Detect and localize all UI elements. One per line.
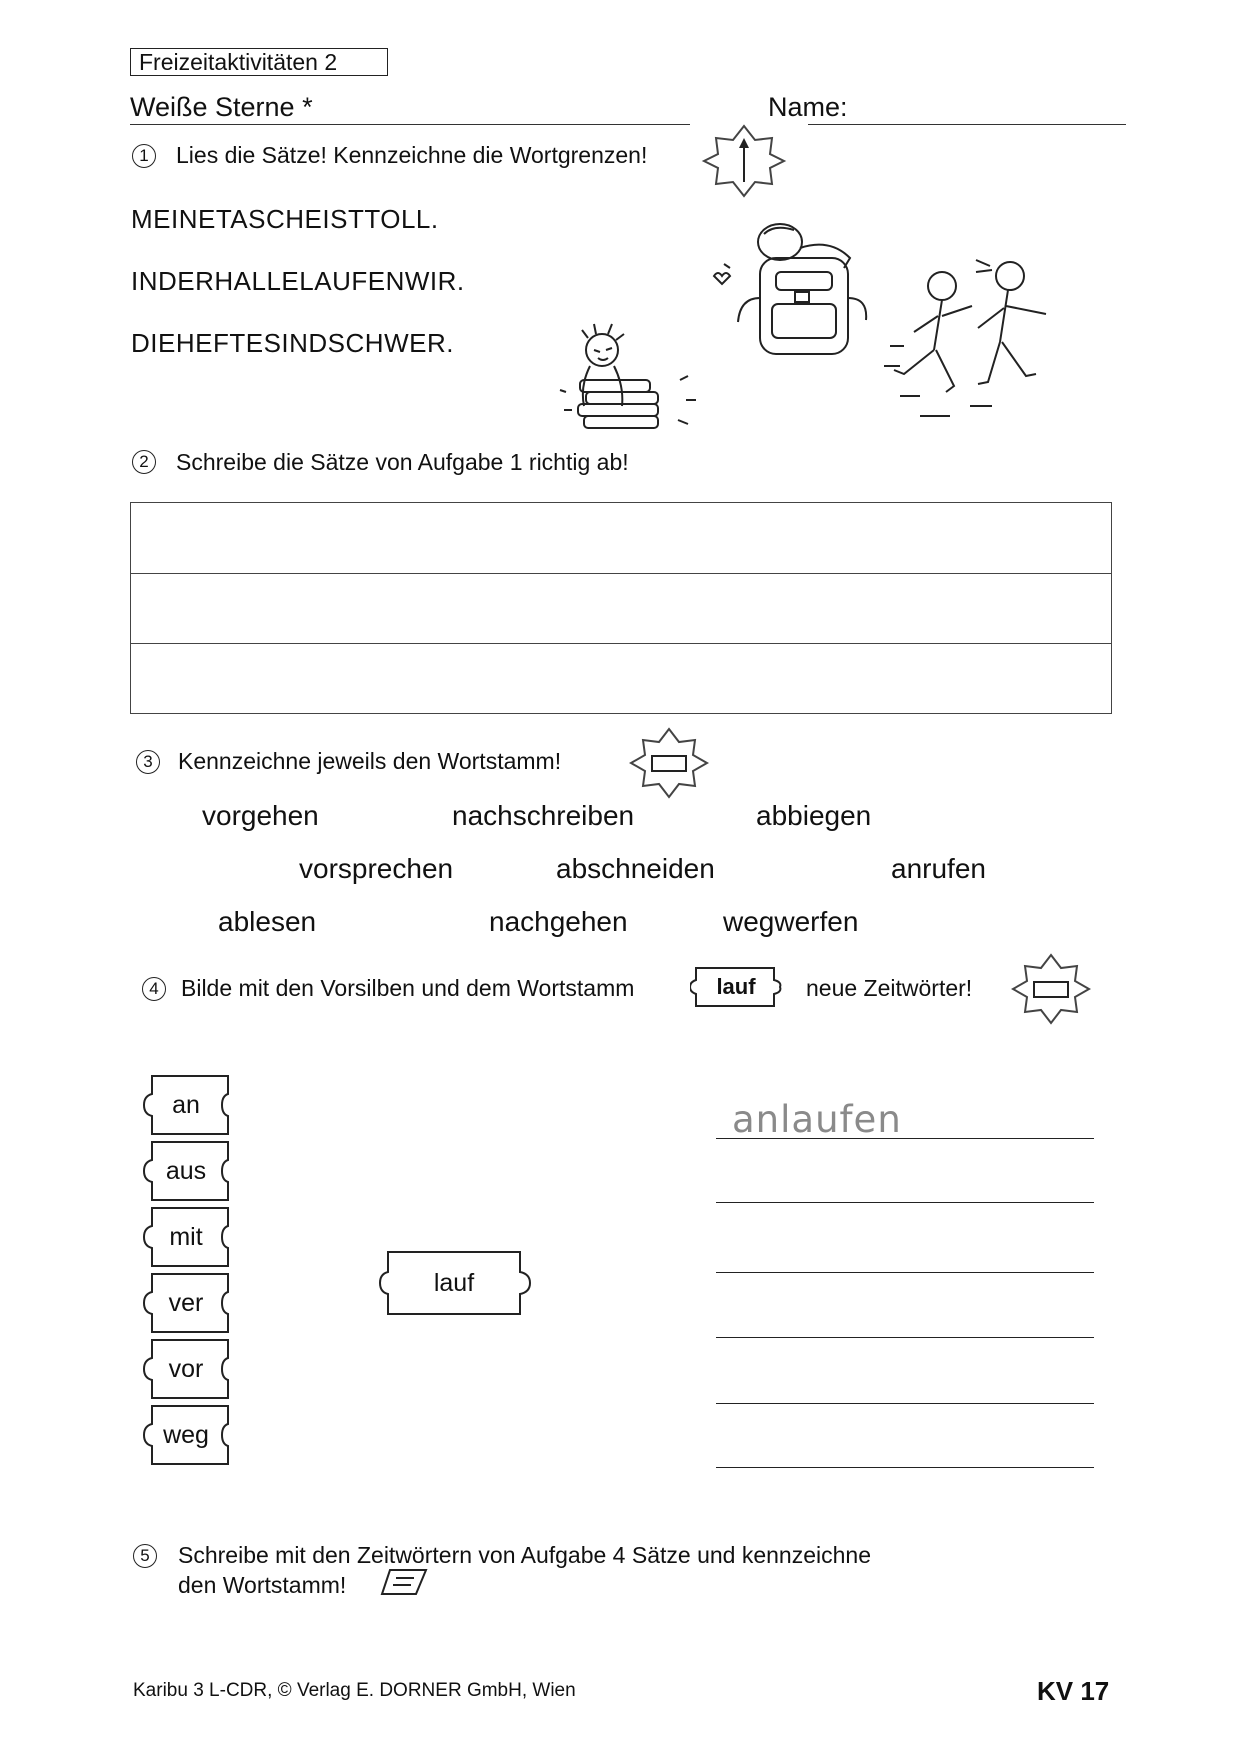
word-item: vorgehen (202, 800, 319, 831)
answer-line[interactable] (716, 1202, 1094, 1203)
footer-copyright: Karibu 3 L-CDR, © Verlag E. DORNER GmbH, Wien (133, 1680, 576, 1701)
prefix-label: mit (169, 1222, 203, 1251)
word-item: nachschreiben (452, 800, 635, 831)
prefix-label: ver (168, 1288, 204, 1317)
sheet-id: KV 17 (1037, 1676, 1110, 1706)
task-number: 3 (136, 750, 160, 774)
children-running-illustration (880, 256, 1066, 428)
task2-instruction: Schreibe die Sätze von Aufgabe 1 richtig ab! (176, 449, 629, 475)
topic-box: Freizeitaktivitäten 2 (130, 48, 388, 76)
sentence-3: DIEHEFTESINDSCHWER. (131, 328, 454, 358)
task-number: 5 (133, 1544, 157, 1568)
title-underline (130, 124, 690, 125)
stem-label: lauf (433, 1268, 475, 1297)
worksheet-title: Weiße Sterne * (130, 92, 313, 122)
answer-line[interactable] (716, 1272, 1094, 1273)
task5-instruction-line1: Schreibe mit den Zeitwörtern von Aufgabe 4 Sätze und kennzeichne (178, 1542, 871, 1568)
example-answer: anlaufen (732, 1098, 902, 1141)
word-item: nachgehen (489, 906, 628, 937)
name-input-line[interactable] (808, 124, 1126, 125)
notebook-icon (380, 1568, 428, 1598)
prefix-label: weg (163, 1420, 209, 1449)
prefix-puzzle-piece[interactable] (138, 1272, 234, 1334)
stem-puzzle-piece[interactable] (376, 1248, 532, 1318)
answer-row[interactable] (131, 503, 1111, 573)
task-number: 1 (132, 144, 156, 168)
word-item: abbiegen (756, 800, 872, 831)
word-item: wegwerfen (723, 906, 859, 937)
prefix-puzzle-piece[interactable] (138, 1338, 234, 1400)
task-number: 4 (142, 977, 166, 1001)
star-arrow-icon (694, 122, 794, 200)
stem-inline-label: lauf (716, 974, 756, 999)
task-number: 2 (132, 450, 156, 474)
word-item: ablesen (218, 906, 317, 937)
name-label: Name: (768, 92, 848, 122)
child-with-backpack-illustration (700, 218, 880, 360)
prefix-puzzle-piece[interactable] (138, 1404, 234, 1466)
stem-puzzle-inline (690, 966, 782, 1008)
answer-line[interactable] (716, 1337, 1094, 1338)
prefix-puzzle-piece[interactable] (138, 1074, 234, 1136)
star-box-icon (626, 726, 712, 800)
word-item: anrufen (891, 853, 986, 884)
prefix-puzzle-piece[interactable] (138, 1206, 234, 1268)
word-item: vorsprechen (299, 853, 454, 884)
task4-instruction-start: Bilde mit den Vorsilben und dem Wortstamm (181, 975, 635, 1001)
task5-instruction-line2: den Wortstamm! (178, 1572, 347, 1598)
prefix-label: aus (165, 1156, 207, 1185)
answer-table (130, 502, 1112, 714)
answer-row[interactable] (131, 643, 1111, 713)
prefix-label: an (172, 1090, 200, 1119)
prefix-puzzle-piece[interactable] (138, 1140, 234, 1202)
answer-line[interactable] (716, 1403, 1094, 1404)
star-box-icon (1008, 952, 1094, 1026)
word-item: abschneiden (556, 853, 715, 884)
task1-instruction: Lies die Sätze! Kennzeichne die Wortgrenzen! (176, 142, 648, 168)
answer-line[interactable] (716, 1138, 1094, 1139)
sentence-2: INDERHALLELAUFENWIR. (131, 266, 465, 296)
task3-instruction: Kennzeichne jeweils den Wortstamm! (178, 748, 562, 774)
task4-instruction-end: neue Zeitwörter! (806, 975, 973, 1001)
sentence-1: MEINETASCHEISTTOLL. (131, 204, 439, 234)
answer-line[interactable] (716, 1467, 1094, 1468)
prefix-label: vor (168, 1354, 204, 1383)
answer-row[interactable] (131, 573, 1111, 643)
